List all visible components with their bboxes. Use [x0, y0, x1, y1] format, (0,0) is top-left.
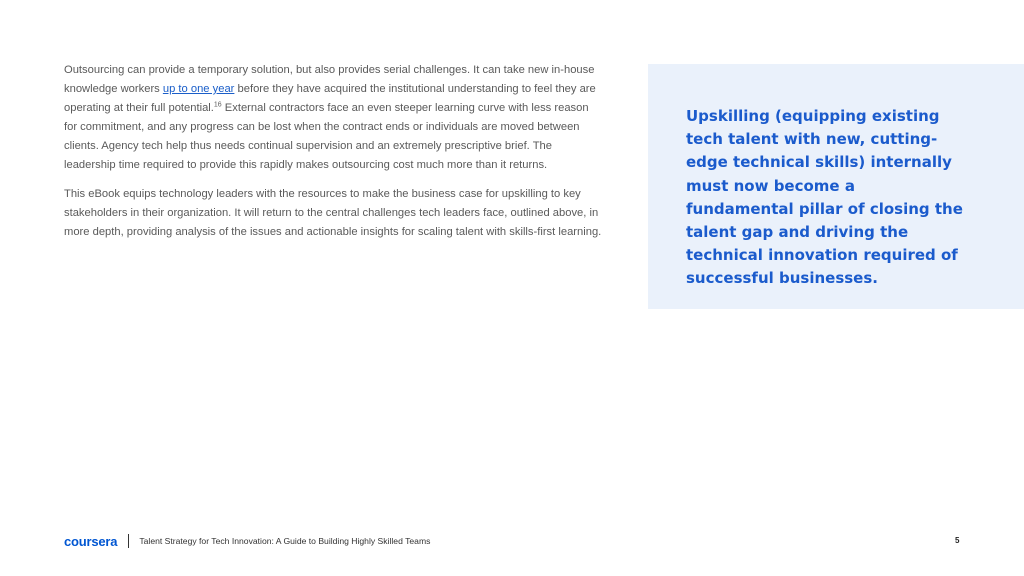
pull-quote-text: Upskilling (equipping existing tech talent with new, cutting-edge technical skills) internally must now become a fundamental pillar of closing the talent gap and driving the technical innovation required of successful businesses.	[686, 107, 963, 288]
paragraph-text: Outsourcing can provide a temporary solution, but also provides serial challenges. It can take new in-house knowledge workers	[64, 64, 595, 95]
body-text-column	[64, 61, 604, 252]
paragraph-ebook-intro: This eBook equips technology leaders with the resources to make the business case for upskilling to key stakeholders in their organization. It will return to the central challenges tech leaders face, outlined above, in more depth, providing analysis of the issues and actionable insights for scaling talent with skills-first learning.	[64, 188, 602, 238]
pull-quote-box	[648, 64, 1024, 309]
document-title: Talent Strategy for Tech Innovation: A Guide to Building Highly Skilled Teams	[139, 536, 431, 546]
paragraph-text: before they have acquired the institutional understanding to feel they are operating at their full potential.	[64, 83, 596, 114]
up-to-one-year-link[interactable]: up to one year	[162, 83, 235, 95]
page-footer	[64, 532, 964, 550]
paragraph-text: External contractors face an even steeper learning curve with less reason for commitment, and any progress can be lost when the contract ends or individuals are moved between clients. Agency tech help thus needs continual supervision and an extremely prescriptive brief. The leadership time required to provide this rapidly makes outsourcing cost much more than it returns.	[64, 102, 589, 171]
footer-divider	[128, 534, 129, 548]
page-number: 5	[955, 536, 960, 545]
coursera-logo: coursera	[64, 533, 118, 549]
paragraph-outsourcing	[64, 61, 604, 175]
footnote-reference: 16	[213, 101, 222, 109]
